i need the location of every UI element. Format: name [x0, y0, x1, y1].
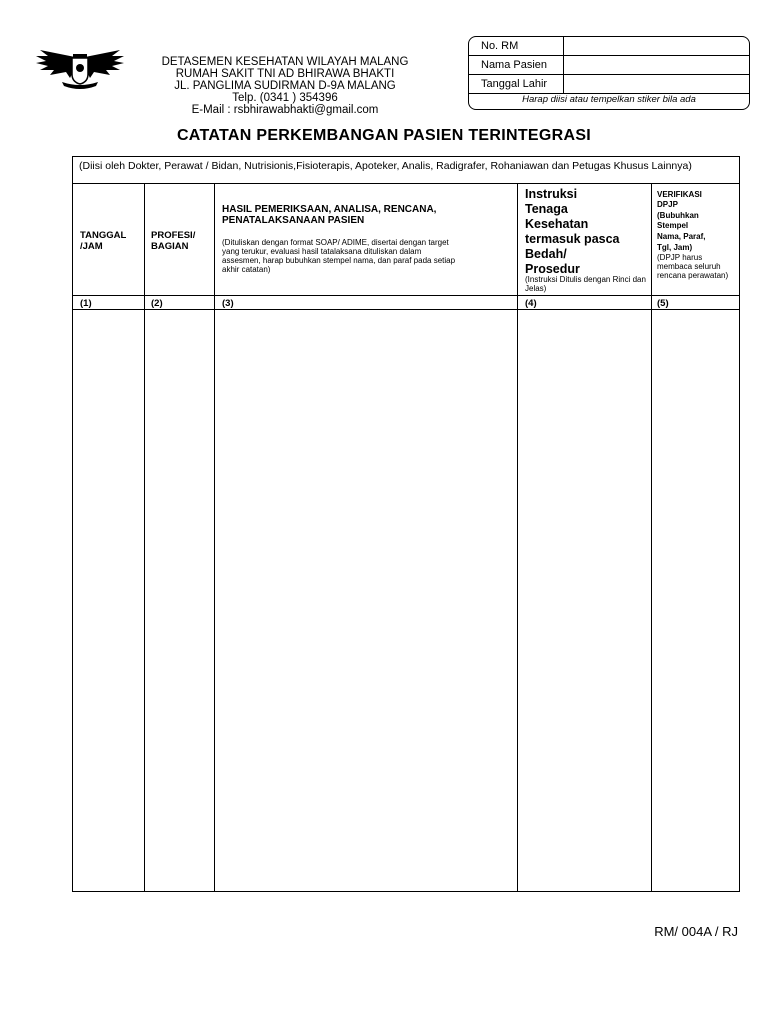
col-tanggal-title-2: /JAM: [80, 241, 103, 252]
org-email: E-Mail : rsbhirawabhakti@gmail.com: [191, 104, 379, 116]
patient-dob-row[interactable]: [469, 75, 749, 94]
patient-rm-row[interactable]: [469, 37, 749, 56]
patient-rm-label: No. RM: [481, 40, 519, 52]
col-profesi-title-2: BAGIAN: [151, 241, 189, 252]
col-instruksi-line5: Bedah/: [525, 247, 567, 261]
col-hasil-title-2: PENATALAKSANAAN PASIEN: [222, 215, 365, 226]
col-instruksi-line2: Tenaga: [525, 202, 568, 216]
col-instruksi-line3: Kesehatan: [525, 217, 589, 231]
entry-area-hasil[interactable]: [215, 310, 517, 891]
org-name-line1: DETASEMEN KESEHATAN WILAYAH MALANG: [161, 56, 409, 68]
col-instruksi-line6: Prosedur: [525, 262, 580, 276]
col-verifikasi-line3: (Bubuhkan: [657, 211, 699, 220]
col-number-1: (1): [80, 298, 92, 309]
patient-name-row[interactable]: [469, 56, 749, 75]
form-instructions: (Diisi oleh Dokter, Perawat / Bidan, Nutrisionis,Fisioterapis, Apoteker, Analis, Radigrafer, Rohaniawan dan Petugas Khusus Lainnya): [79, 160, 692, 172]
col-verifikasi-line5: Nama, Paraf,: [657, 232, 706, 241]
col-instruksi-line4: termasuk pasca: [525, 232, 620, 246]
org-phone: Telp. (0341 ) 354396: [232, 92, 338, 104]
hospital-logo: [30, 44, 130, 96]
page-title: CATATAN PERKEMBANGAN PASIEN TERINTEGRASI: [176, 127, 592, 144]
col-hasil-note: (Dituliskan dengan format SOAP/ ADIME, disertai dengan target yang terukur, evaluasi hasil tatalaksana dituliskan dalam assesmen, harap bubuhkan stempel nama, dan paraf pada setiap akhir catatan): [222, 238, 456, 274]
entry-area-profesi[interactable]: [145, 310, 214, 891]
col-tanggal-title: TANGGAL: [80, 230, 127, 241]
entry-area-instruksi[interactable]: [518, 310, 651, 891]
col-hasil-title: HASIL PEMERIKSAAN, ANALISA, RENCANA,: [222, 204, 437, 215]
form-code: RM/ 004A / RJ: [654, 924, 738, 939]
col-number-5: (5): [657, 298, 669, 309]
patient-name-label: Nama Pasien: [481, 59, 548, 71]
org-address: JL. PANGLIMA SUDIRMAN D-9A MALANG: [174, 80, 396, 92]
col-verifikasi-line4: Stempel: [657, 221, 689, 230]
col-profesi-title: PROFESI/: [151, 230, 196, 241]
entry-area-verifikasi[interactable]: [652, 310, 740, 891]
patient-id-box: [468, 36, 750, 110]
sticker-note: Harap diisi atau tempelkan stiker bila ada: [522, 94, 696, 105]
patient-dob-label: Tanggal Lahir: [481, 78, 548, 90]
col-verifikasi-line1: VERIFIKASI: [657, 190, 702, 199]
col-instruksi-note: (Instruksi Ditulis dengan Rinci dan Jelas): [525, 275, 646, 293]
col-number-2: (2): [151, 298, 163, 309]
col-verifikasi-line6: Tgl, Jam): [657, 243, 693, 252]
progress-notes-form: [72, 156, 740, 892]
col-verifikasi-note: (DPJP harus membaca seluruh rencana perawatan): [657, 253, 729, 280]
col-verifikasi-line2: DPJP: [657, 200, 678, 209]
org-name-line2: RUMAH SAKIT TNI AD BHIRAWA BHAKTI: [175, 68, 395, 80]
col-number-4: (4): [525, 298, 537, 309]
entry-area-tanggal[interactable]: [73, 310, 144, 891]
col-number-3: (3): [222, 298, 234, 309]
col-instruksi-line1: Instruksi: [525, 187, 578, 201]
